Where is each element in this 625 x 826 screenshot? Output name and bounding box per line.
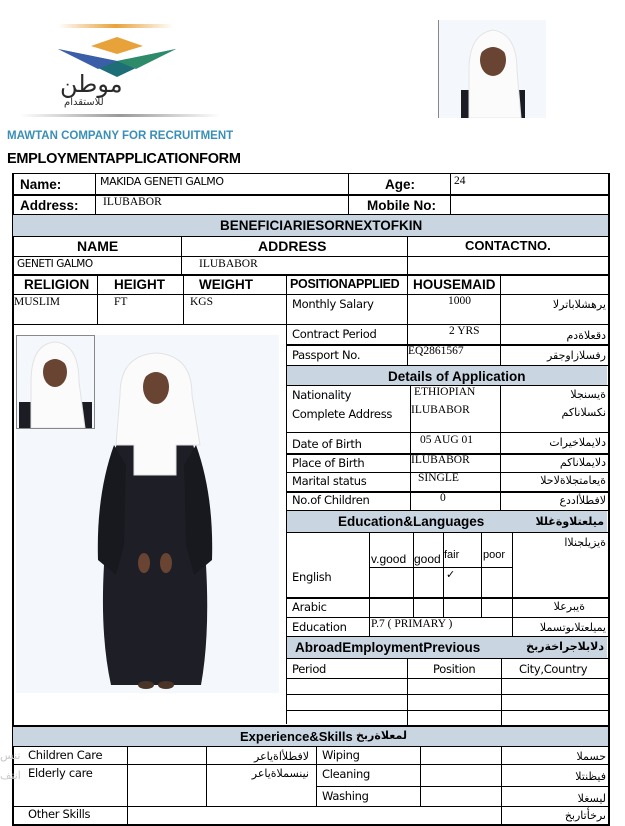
marital-status-arabic: ةيعامتجلاةلاحلا <box>540 474 606 487</box>
divider <box>286 658 608 659</box>
abroad-city-header: City,Country <box>519 662 588 676</box>
place-of-birth-label: Place of Birth <box>292 456 365 470</box>
divider <box>97 274 98 324</box>
divider <box>12 274 609 276</box>
address-label: Address: <box>20 198 79 213</box>
divider <box>12 256 609 257</box>
divider <box>316 746 317 806</box>
frame-top <box>12 173 609 174</box>
education-arabic: يميلعتلاىوتسملا <box>539 621 606 634</box>
english-arabic: ةيزيلجنلاا <box>564 536 606 549</box>
logo-bottom-rule <box>20 114 220 117</box>
washing-label: Washing <box>322 789 369 803</box>
washing-arabic: ليسغلا <box>577 792 606 805</box>
education-label: Education <box>292 620 347 634</box>
beneficiaries-title: BENEFICIARIESORNEXTOFKIN <box>220 218 423 233</box>
no-of-children-label: No.of Children <box>292 493 370 507</box>
divider <box>512 532 513 637</box>
nationality-field[interactable]: ETHIOPIAN <box>414 386 476 398</box>
marital-status-field[interactable]: SINGLE <box>418 472 459 484</box>
weight-header: WEIGHT <box>199 277 253 292</box>
education-title-arabic: ميلعتلاوةغللا <box>535 515 604 528</box>
divider <box>286 678 608 679</box>
abroad-title-arabic: دلابلاجراخةربخ <box>526 640 604 653</box>
logo-top-rule <box>58 24 173 28</box>
age-label: Age: <box>385 177 415 192</box>
cleaning-label: Cleaning <box>322 767 371 781</box>
passport-no-field[interactable]: EQ2861567 <box>408 345 464 357</box>
other-skills-label: Other Skills <box>28 807 91 821</box>
level-poor-header: poor <box>483 549 506 561</box>
mobile-label: Mobile No: <box>367 198 436 213</box>
logo-arabic-main: موطن <box>60 70 123 98</box>
divider <box>369 532 370 637</box>
logo <box>20 22 210 117</box>
place-of-birth-field[interactable]: ILUBABOR <box>411 454 470 466</box>
person-headshot-small-icon <box>17 336 94 428</box>
cleaning-arabic: فيظنتلا <box>575 770 606 783</box>
english-fair-checkmark[interactable]: ✓ <box>446 568 456 581</box>
divider <box>12 236 609 237</box>
no-of-children-field[interactable]: 0 <box>440 492 446 504</box>
education-field[interactable]: P.7 ( PRIMARY ) <box>371 618 453 630</box>
nationality-label: Nationality <box>292 388 352 402</box>
complete-address-field[interactable]: ILUBABOR <box>411 404 470 416</box>
divider <box>316 786 608 787</box>
divider <box>286 694 608 695</box>
divider <box>420 746 421 806</box>
divider <box>181 236 182 274</box>
skills-title: Experience&Skills <box>240 729 353 744</box>
details-title: Details of Application <box>388 369 526 384</box>
date-of-birth-label: Date of Birth <box>292 437 362 451</box>
level-good-header: good <box>414 552 441 566</box>
divider <box>12 746 609 747</box>
height-header: HEIGHT <box>114 277 166 292</box>
level-fair-header: fair <box>444 549 460 561</box>
divider <box>12 764 609 765</box>
arabic-arabic: ةيبرعلا <box>553 600 585 613</box>
children-care-arabic: لافطلأاةياعر <box>254 750 309 763</box>
divider <box>443 532 444 618</box>
divider <box>12 324 287 325</box>
name-field[interactable]: MAKIDA GENETI GALMO <box>100 175 224 188</box>
marital-status-label: Marital status <box>292 474 367 488</box>
skills-title-arabic: لمعلاةربخ <box>356 729 407 742</box>
monthly-salary-label: Monthly Salary <box>292 297 374 311</box>
height-field[interactable]: FT <box>114 296 128 308</box>
wiping-arabic: حسملا <box>576 750 606 763</box>
monthly-salary-arabic: يرهشلاباترلا <box>552 298 606 311</box>
passport-no-label: Passport No. <box>292 348 361 362</box>
complete-address-label: Complete Address <box>292 407 393 421</box>
divider <box>501 658 502 725</box>
weight-field[interactable]: KGS <box>190 296 214 308</box>
divider <box>127 746 128 826</box>
divider <box>286 324 608 325</box>
applicant-headshot-photo <box>438 20 546 118</box>
no-of-children-arabic: لافطلأاددع <box>559 494 606 507</box>
frame-right <box>608 173 610 826</box>
address-field[interactable]: ILUBABOR <box>103 196 162 208</box>
education-title: Education&Languages <box>338 514 485 529</box>
divider <box>369 567 513 568</box>
elderly-care-arabic: نينسملاةياعر <box>251 767 309 780</box>
contract-period-arabic: دقعلاةدم <box>566 329 606 342</box>
divider <box>481 532 482 618</box>
margin-arabic-1: تنس <box>0 749 21 762</box>
monthly-salary-field[interactable]: 1000 <box>448 295 471 307</box>
divider <box>407 274 408 294</box>
contract-period-label: Contract Period <box>292 327 377 341</box>
passport-no-arabic: رفسلازاوجقر <box>546 349 606 362</box>
beneficiary-name-header: NAME <box>77 238 119 254</box>
arabic-label: Arabic <box>292 600 327 614</box>
divider <box>206 746 207 806</box>
beneficiary-contact-header: CONTACTNO. <box>465 238 551 253</box>
abroad-title: AbroadEmploymentPrevious <box>295 640 481 655</box>
place-of-birth-arabic: دلايملاناكم <box>559 456 606 469</box>
logo-arabic-sub: للاستقدام <box>64 97 104 108</box>
person-headshot-icon <box>439 20 547 118</box>
english-label: English <box>292 570 332 584</box>
date-of-birth-field[interactable]: 05 AUG 01 <box>420 434 474 446</box>
divider <box>12 294 609 295</box>
divider <box>12 806 609 807</box>
divider <box>500 274 501 294</box>
divider <box>286 532 608 533</box>
applicant-headshot-small-photo <box>16 335 95 429</box>
religion-header: RELIGION <box>24 277 90 292</box>
religion-field[interactable]: MUSLIM <box>14 296 61 308</box>
divider <box>183 274 184 324</box>
form-title: EMPLOYMENTAPPLICATIONFORM <box>7 151 241 167</box>
age-field[interactable]: 24 <box>454 175 466 187</box>
divider <box>12 194 609 196</box>
divider <box>286 432 608 433</box>
beneficiary-address-header: ADDRESS <box>258 238 327 254</box>
abroad-position-header: Position <box>433 662 476 676</box>
contract-period-field[interactable]: 2 YRS <box>449 325 480 337</box>
position-applied-header: POSITIONAPPLIED <box>290 277 400 291</box>
company-name: MAWTAN COMPANY FOR RECRUITMENT <box>7 130 234 142</box>
margin-arabic-2: انتف <box>0 769 21 782</box>
date-of-birth-arabic: دلايملاخيرات <box>549 436 606 449</box>
complete-address-arabic: نكسلاناكم <box>561 406 606 419</box>
divider <box>286 710 608 711</box>
abroad-period-header: Period <box>292 662 327 676</box>
beneficiary-address-field[interactable]: ILUBABOR <box>199 258 258 270</box>
divider <box>407 236 408 274</box>
beneficiary-name-field[interactable]: GENETI GALMO <box>17 258 93 270</box>
divider <box>407 658 408 725</box>
divider <box>286 597 608 599</box>
wiping-label: Wiping <box>322 748 360 762</box>
other-skills-arabic: ىرخأتاربخ <box>564 809 606 822</box>
divider <box>413 532 414 618</box>
position-applied-value: HOUSEMAID <box>413 277 496 292</box>
nationality-arabic: ةيسنجلا <box>570 388 606 401</box>
elderly-care-label: Elderly care <box>28 766 93 780</box>
name-label: Name: <box>20 177 62 192</box>
children-care-label: Children Care <box>28 748 103 762</box>
level-vgood-header: v.good <box>371 552 407 566</box>
